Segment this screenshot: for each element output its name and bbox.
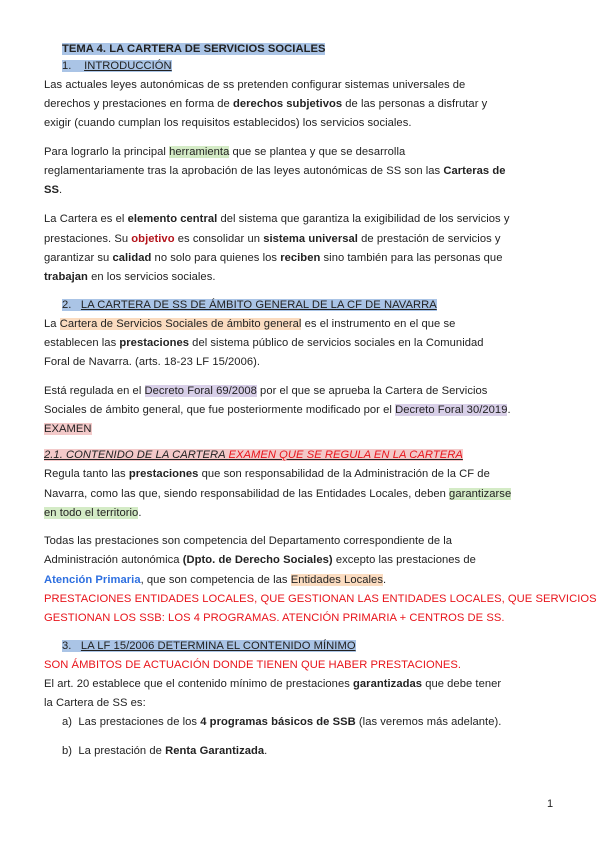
red-text: GESTIONAN LOS SSB: LOS 4 PROGRAMAS. ATENCIÓN PRIMARIA + CENTROS DE SS. <box>44 612 505 624</box>
text: es el instrumento en el que se <box>301 318 456 330</box>
paragraph-line <box>44 384 487 398</box>
section-number: 1. <box>62 60 72 72</box>
bold-text: prestaciones <box>119 337 190 349</box>
red-note-line <box>44 611 505 625</box>
paragraph-line <box>44 534 452 548</box>
text: no solo para quienes los <box>151 252 281 264</box>
list-marker: a) <box>62 716 73 728</box>
highlight-text: Decreto Foral 30/2019 <box>395 404 508 416</box>
text: Para lograrlo la principal <box>44 146 170 158</box>
bold-text: prestaciones <box>128 468 199 480</box>
text: La Cartera es el <box>44 213 128 225</box>
bold-text: elemento central <box>127 213 218 225</box>
text: . <box>138 507 142 519</box>
text: excepto las prestaciones de <box>332 554 476 566</box>
text: sino también para las personas que <box>320 252 503 264</box>
text: Está regulada en el <box>44 385 145 397</box>
red-text: SON ÁMBITOS DE ACTUACIÓN DONDE TIENEN QUE HABER PRESTACIONES. <box>44 659 462 671</box>
paragraph-line <box>44 403 511 417</box>
paragraph-line <box>44 696 146 710</box>
subsection-heading-highlight <box>44 449 463 461</box>
paragraph-line <box>44 422 92 436</box>
bold-text: derechos subjetivos <box>232 98 343 110</box>
paragraph-line <box>44 270 216 284</box>
bold-text: sistema universal <box>263 233 358 245</box>
paragraph-line <box>44 232 501 246</box>
bold-text: garantizadas <box>353 678 423 690</box>
text: en los servicios sociales. <box>87 271 216 283</box>
bold-text: calidad <box>112 252 152 264</box>
subsection-title: 2.1. CONTENIDO DE LA CARTERA <box>44 449 229 461</box>
section-3-heading <box>62 639 356 653</box>
paragraph-line <box>44 553 476 567</box>
paragraph-line <box>44 573 386 587</box>
paragraph-line <box>44 506 142 520</box>
paragraph-line <box>44 317 455 331</box>
text: . <box>59 184 63 196</box>
bold-blue-text: Atención Primaria <box>44 574 141 586</box>
text: Administración autonómica <box>44 554 183 566</box>
text: (las veremos más adelante). <box>355 716 502 728</box>
bold-text: (Dpto. de Derecho Sociales) <box>182 554 333 566</box>
text: , que son competencia de las <box>140 574 291 586</box>
text: la Cartera de SS es: <box>44 697 146 709</box>
section-title: LA LF 15/2006 DETERMINA EL CONTENIDO MÍNIMO <box>80 640 356 652</box>
text: La prestación de <box>78 745 166 757</box>
text: exigir (cuando cumplan los requisitos establecidos) los servicios sociales. <box>44 117 412 129</box>
highlight-text: garantizarse <box>449 488 512 500</box>
paragraph-line <box>44 336 484 350</box>
text: Foral de Navarra. (arts. 18-23 LF 15/2006). <box>44 356 261 368</box>
text: establecen las <box>44 337 120 349</box>
paragraph-line <box>44 212 510 226</box>
text: garantizar su <box>44 252 113 264</box>
paragraph-line <box>44 355 260 369</box>
section-title: INTRODUCCIÓN <box>84 60 172 72</box>
paragraph-line <box>44 164 506 178</box>
bold-text: SS <box>44 184 60 196</box>
text: de las personas a disfrutar y <box>342 98 488 110</box>
text: La <box>44 318 60 330</box>
text: que son responsabilidad de la Administración de la CF de <box>198 468 490 480</box>
text: Las prestaciones de los <box>78 716 201 728</box>
text: Sociales de ámbito general, que fue posteriormente modificado por el <box>44 404 396 416</box>
paragraph-line <box>44 487 511 501</box>
paragraph-line <box>44 467 490 481</box>
text: El art. 20 establece que el contenido mínimo de prestaciones <box>44 678 354 690</box>
section-number: 3. <box>62 640 72 652</box>
text: prestaciones. Su <box>44 233 132 245</box>
paragraph-line <box>44 251 502 265</box>
page-number: 1 <box>547 798 554 810</box>
red-note-line <box>44 658 461 672</box>
text: derechos y prestaciones en forma de <box>44 98 233 110</box>
text: reglamentariamente tras la aprobación de las leyes autonómicas de SS son las <box>44 165 444 177</box>
highlight-text: en todo el territorio <box>44 507 139 519</box>
text: de prestación de servicios y <box>357 233 501 245</box>
text: . <box>507 404 511 416</box>
bold-text: reciben <box>280 252 321 264</box>
section-2-heading <box>62 298 437 312</box>
exam-tag: EXAMEN <box>44 423 92 435</box>
paragraph-line <box>44 97 487 111</box>
red-text: PRESTACIONES ENTIDADES LOCALES, QUE GESTIONAN LAS ENTIDADES LOCALES, QUE SERVICIOS <box>44 593 597 605</box>
bold-text: Renta Garantizada <box>165 745 265 757</box>
bold-text: trabajan <box>44 271 88 283</box>
section-1-heading <box>62 59 172 73</box>
text: por el que se aprueba la Cartera de Servicios <box>256 385 488 397</box>
paragraph-line <box>44 145 405 159</box>
bold-red-text: objetivo <box>131 233 175 245</box>
red-note-line <box>44 592 597 606</box>
text: es consolidar un <box>174 233 264 245</box>
text: del sistema público de servicios sociales en la Comunidad <box>189 337 484 349</box>
highlight-text: Cartera de Servicios Sociales de ámbito general <box>59 318 302 330</box>
highlight-text: Decreto Foral 69/2008 <box>144 385 257 397</box>
title-text: TEMA 4. LA CARTERA DE SERVICIOS SOCIALES <box>62 43 326 55</box>
section-title: LA CARTERA DE SS DE ÁMBITO GENERAL DE LA CF DE NAVARRA <box>80 299 437 311</box>
text: del sistema que garantiza la exigibilidad de los servicios y <box>217 213 510 225</box>
document-title <box>62 42 325 56</box>
bold-text: Carteras de <box>443 165 506 177</box>
section-1-heading-highlight <box>62 60 172 72</box>
text: Regula tanto las <box>44 468 129 480</box>
highlight-text: Entidades Locales <box>290 574 383 586</box>
section-3-heading-highlight <box>62 640 356 652</box>
list-item-b <box>62 744 267 758</box>
list-item-a <box>62 715 501 729</box>
text: Navarra, como las que, siendo responsabilidad de las Entidades Locales, deben <box>44 488 450 500</box>
exam-note: EXAMEN QUE SE REGULA EN LA CARTERA <box>228 449 463 461</box>
text: . <box>264 745 268 757</box>
text: que debe tener <box>422 678 502 690</box>
text: Las actuales leyes autonómicas de ss pretenden configurar sistemas universales de <box>44 79 466 91</box>
section-2-heading-highlight <box>62 299 437 311</box>
text: Todas las prestaciones son competencia del Departamento correspondiente de la <box>44 535 453 547</box>
subsection-2-1-heading <box>44 448 463 462</box>
bold-text: 4 programas básicos de SSB <box>200 716 356 728</box>
section-number: 2. <box>62 299 72 311</box>
list-marker: b) <box>62 745 73 757</box>
paragraph-line <box>44 116 412 130</box>
paragraph-line <box>44 78 465 92</box>
paragraph-line <box>44 677 501 691</box>
paragraph-line <box>44 183 62 197</box>
highlight-text: herramienta <box>169 146 230 158</box>
text: . <box>382 574 387 586</box>
text: que se plantea y que se desarrolla <box>229 146 406 158</box>
